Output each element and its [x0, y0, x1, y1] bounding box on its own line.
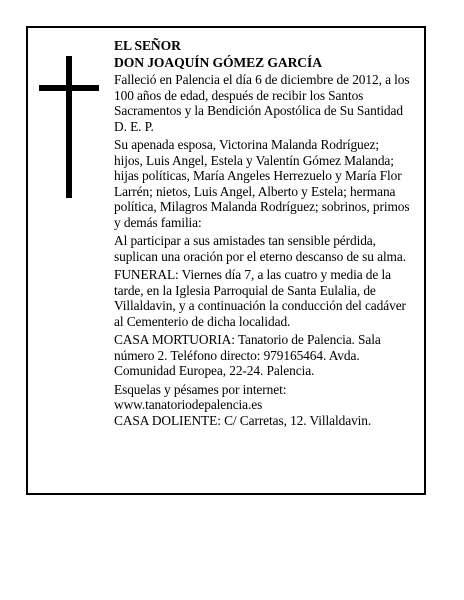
text-line: Esquelas y pésames por internet:	[114, 381, 287, 397]
death-announcement	[114, 72, 410, 134]
text-line: suplican una oración por el eterno descanso de su alma.	[114, 248, 406, 264]
condolences-info	[114, 382, 404, 429]
text-line: FUNERAL: Viernes día 7, a las cuatro y media de la	[114, 267, 391, 282]
request-prayer	[114, 233, 404, 264]
cross-icon	[39, 56, 99, 198]
funeral-info	[114, 267, 404, 329]
text-line: Falleció en Palencia el día 6 de diciembre de 2012, a los	[114, 72, 410, 87]
text-line: hijas políticas, María Angeles Herrezuelo y María Flor	[114, 168, 402, 183]
text-line: CASA MORTUORIA: Tanatorio de Palencia. Sala	[114, 332, 381, 347]
text-line: Al participar a sus amistades tan sensible pérdida,	[114, 233, 376, 248]
funeral-home-info	[114, 332, 404, 379]
text-line: Larrén; nietos, Luis Angel, Alberto y Estela; hermana	[114, 183, 396, 199]
text-line: D. E. P.	[114, 118, 154, 134]
family-list	[114, 137, 410, 230]
text-line: tarde, en la Iglesia Parroquial de Santa Eulalia, de	[114, 282, 376, 298]
text-line: número 2. Teléfono directo: 979165464. Avda.	[114, 347, 360, 363]
cross-vertical-bar	[66, 56, 72, 198]
text-line: Villaldavin, y a continuación la conducción del cadáver	[114, 298, 406, 313]
obituary-heading	[114, 38, 404, 71]
text-line: política, Milagros Malanda Rodríguez; sobrinos, primos	[114, 199, 410, 214]
text-line: Su apenada esposa, Victorina Malanda Rodríguez;	[114, 137, 379, 152]
website-link[interactable]: www.tanatoriodepalencia.es	[114, 397, 263, 412]
obituary-text	[114, 38, 410, 428]
text-line: y demás familia:	[114, 214, 202, 230]
heading-title: EL SEÑOR	[114, 38, 181, 53]
deceased-name: DON JOAQUÍN GÓMEZ GARCÍA	[114, 54, 322, 70]
text-line: Comunidad Europea, 22-24. Palencia.	[114, 363, 315, 378]
text-line: 100 años de edad, después de recibir los Santos	[114, 87, 364, 103]
text-line: Sacramentos y la Bendición Apostólica de Su Santidad	[114, 103, 403, 118]
cross-horizontal-bar	[39, 85, 99, 91]
text-line: CASA DOLIENTE: C/ Carretas, 12. Villaldavin.	[114, 412, 372, 428]
text-line: al Cementerio de dicha localidad.	[114, 313, 291, 329]
text-line: hijos, Luis Angel, Estela y Valentín Gómez Malanda;	[114, 152, 394, 168]
